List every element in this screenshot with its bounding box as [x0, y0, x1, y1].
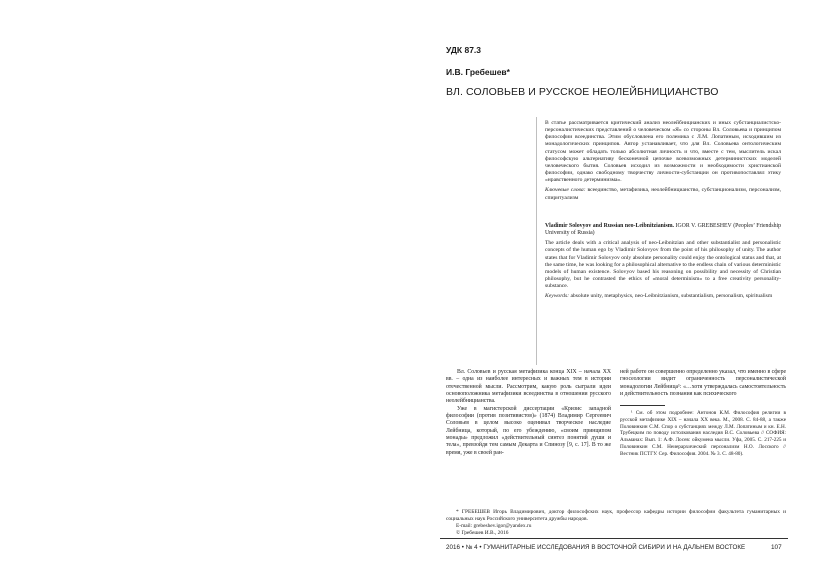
keywords-en-label: Keywords: — [545, 292, 570, 299]
body-column-right — [620, 369, 786, 457]
abstract-en-author: IGOR V. GREBESHEV — [675, 222, 732, 229]
author-note-copyright: © Гребешев И.В., 2016 — [456, 530, 509, 536]
abstract-en-heading — [545, 223, 781, 238]
abstract-ru-text: В статье рассматривается критический анализ неолейбницианских и иных субстанциалистско-персоналистических представлений о человеческом «Я» со стороны Вл. Соловьева и принципом философии всеединства. Этим обусловлена его полемика с Л.М. Лопатиным, исходившим из монадологических принципов. Автор устанавливает, что для Вл. Соловьева онтологическим статусом может обладать только абсолютная личность и что, вместе с тем, мыслитель искал философскую альтернативу бесконечной цепочке всевозможных детерминистских моделей человеческого бытия. Соловьев исходил из возможности и необходимости христианской философии, однако свободному творчеству личности-субстанции он противопоставлял этику «нравственного детерминизма». — [545, 120, 781, 184]
footnote: ¹ См. об этом подробнее: Антонов К.М. Философия религии в русской метафизике XIX – начала XX века. М., 2008. С. 84-88, а также Половинкин С.М. Спор о субстанциях между Л.М. Лопатиным и кн. Е.Н. Трубецким по поводу истолкования наследия В.С. Соловьева // СОФИЯ: Альманах: Вып. 1: А.Ф. Лосев: ойкумена мысли. Уфа, 2005. С. 217-225 и Половинкин С.М. Неиерархический персонализм Н.О. Лосского // Вестник ПСТГУ. Сер. Философия. 2004. № 3. С. 48-80). — [620, 410, 786, 457]
keywords-ru-label: Ключевые слова: — [545, 187, 586, 194]
abstract-en-text: The article deals with a critical analysis of neo-Leibnitzian and other substantialist and personalistic concepts of the human ego by Vladimir Solovyov from the point of his philosophy of unity. The author states that for Vladimir Solovyov only absolute personality could enjoy the ontological status and that, at the same time, he was looking for a philosophical alternative to the endless chain of various deterministic models of human existence. Solovyov based his reasoning on possibility and necessity of Christian philosophy, but he contrasted the ethics of «moral determinism» to a free creativity personality-substance. — [545, 240, 781, 289]
keywords-ru — [545, 187, 781, 201]
udk-code: УДК 87.3 — [446, 45, 482, 55]
author-note-email: E-mail: grebeshev.igor@yandex.ru — [456, 523, 532, 529]
author-note — [446, 509, 786, 537]
body-paragraph: Вл. Соловьев и русская метафизика конца XIX – начала XX вв. – одна из наиболее интересных и важных тем в истории отечественной мысли. Рассмотрим, какую роль сыграли идеи основоположника метафизики всеединства в отношении русского неолейбницианства. — [446, 369, 611, 405]
footer-divider — [440, 538, 788, 539]
page-number: 107 — [771, 544, 782, 551]
footnote-divider — [620, 405, 665, 406]
journal-footer: 2016 • № 4 • ГУМАНИТАРНЫЕ ИССЛЕДОВАНИЯ В ВОСТОЧНОЙ СИБИРИ И НА ДАЛЬНЕМ ВОСТОКЕ — [446, 544, 746, 551]
body-paragraph: Уже в магистерской диссертации «Кризис западной философии (против позитивистов)» (1874) Владимир Сергеевич Соловьев в целом высоко оценивал творческое наследие Лейбница, который, по его убеждению, «своим принципом монады» предложил «действительный синтез понятий души и тела», превзойдя тем самым Декарта и Спинозу [9, с. 17]. В то же время, уже в своей ран- — [446, 405, 611, 456]
body-paragraph: ней работе он совершенно определенно указал, что именно в сфере гносеологии видит ограниченность персоналистической монадологии Лейбница¹: «…хотя утверждалась самостоятельность и действительность познания как психического — [620, 369, 786, 398]
keywords-en-list: absolute unity, metaphysics, neo-Leibnitzianism, substantialism, personalism, spiritualism — [570, 292, 773, 299]
abstract-en-affiliation: (Peoples’ Friendship University of Russia) — [545, 222, 782, 237]
body-column-left — [446, 369, 611, 457]
keywords-ru-list: всеединство, метафизика, неолейбницианство, субстанционализм, персонализм, спиритуализм — [545, 187, 781, 201]
author-name: И.В. Гребешев* — [446, 67, 510, 77]
author-note-bio: * ГРЕБЕШЕВ Игорь Владимирович, доктор философских наук, профессор кафедры истории философии факультета гуманитарных и социальных наук Российского университета дружбы народов. — [446, 509, 786, 522]
keywords-en — [545, 293, 781, 300]
abstract-en-title: Vladimir Solovyov and Russian neo-Leibnitzianism. — [545, 222, 674, 229]
abstract-block — [536, 117, 781, 365]
article-title: ВЛ. СОЛОВЬЕВ И РУССКОЕ НЕОЛЕЙБНИЦИАНСТВО — [446, 86, 719, 98]
